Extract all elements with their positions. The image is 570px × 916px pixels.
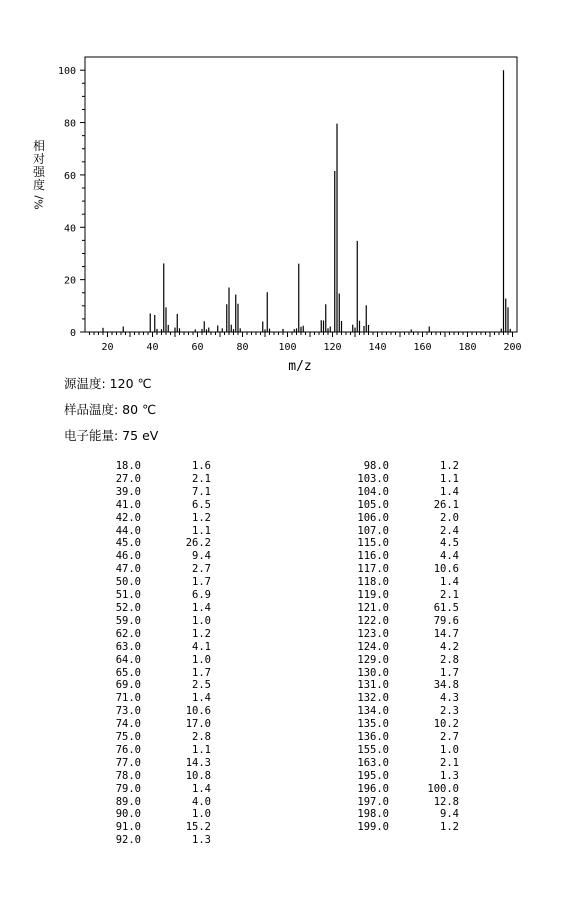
table-row (84, 550, 211, 563)
intensity-value: 1.3 (440, 769, 459, 782)
mz-value: 105.0 (357, 498, 389, 511)
table-row (332, 821, 459, 834)
table-row (84, 834, 211, 847)
table-row (84, 796, 211, 809)
x-tick-label: 100 (278, 342, 297, 353)
table-row (332, 808, 459, 821)
table-row (84, 473, 211, 486)
intensity-value: 26.2 (185, 537, 211, 550)
mz-value: 92.0 (115, 834, 141, 847)
table-row (332, 757, 459, 770)
intensity-value: 1.2 (192, 511, 211, 524)
intensity-value: 1.2 (192, 627, 211, 640)
x-tick-label: 180 (458, 342, 477, 353)
intensity-value: 26.1 (433, 498, 459, 511)
mz-value: 89.0 (115, 795, 141, 808)
intensity-value: 79.6 (433, 614, 459, 627)
intensity-value: 34.8 (433, 679, 459, 692)
intensity-value: 61.5 (433, 601, 459, 614)
mz-value: 91.0 (115, 821, 141, 834)
y-tick-label: 100 (57, 66, 76, 78)
intensity-value: 14.7 (433, 627, 459, 640)
y-tick-label: 60 (63, 170, 76, 182)
x-tick-label: 20 (101, 342, 114, 353)
x-tick-label: 200 (503, 342, 522, 353)
mz-value: 51.0 (115, 589, 141, 602)
table-row (84, 718, 211, 731)
intensity-value: 4.3 (440, 692, 459, 705)
mz-value: 79.0 (115, 782, 141, 795)
mz-value: 50.0 (115, 576, 141, 589)
mz-value: 119.0 (357, 589, 389, 602)
table-row (84, 705, 211, 718)
mz-value: 44.0 (115, 524, 141, 537)
intensity-value: 10.6 (185, 705, 211, 718)
table-row (84, 576, 211, 589)
mz-value: 62.0 (115, 627, 141, 640)
intensity-value: 4.4 (440, 550, 459, 563)
table-row (332, 628, 459, 641)
table-row (332, 667, 459, 680)
table-row (84, 731, 211, 744)
mz-value: 104.0 (357, 485, 389, 498)
table-row (84, 770, 211, 783)
table-row (332, 705, 459, 718)
table-row (332, 731, 459, 744)
mz-value: 124.0 (357, 640, 389, 653)
intensity-value: 1.0 (192, 614, 211, 627)
mz-value: 39.0 (115, 485, 141, 498)
mz-value: 64.0 (115, 653, 141, 666)
intensity-value: 15.2 (185, 821, 211, 834)
table-row (332, 589, 459, 602)
y-label-char: 度 (32, 178, 45, 192)
table-row (332, 486, 459, 499)
table-row (84, 808, 211, 821)
mz-value: 98.0 (363, 460, 389, 472)
table-row (84, 679, 211, 692)
electron-energy: 电子能量: 75 eV (64, 428, 159, 443)
mz-value: 90.0 (115, 808, 141, 821)
table-row (332, 499, 459, 512)
mz-value: 65.0 (115, 666, 141, 679)
table-row (332, 602, 459, 615)
intensity-value: 2.7 (192, 563, 211, 576)
table-row (84, 602, 211, 615)
intensity-value: 17.0 (185, 718, 211, 731)
y-label-unit: %/ (32, 195, 46, 210)
table-row (84, 641, 211, 654)
y-label-char: 强 (32, 165, 45, 179)
intensity-value: 14.3 (185, 756, 211, 769)
intensity-value: 7.1 (192, 485, 211, 498)
table-row (84, 692, 211, 705)
table-row (332, 615, 459, 628)
x-tick-label: 40 (146, 342, 159, 353)
mz-value: 75.0 (115, 731, 141, 744)
table-row (332, 460, 459, 473)
intensity-value: 1.2 (440, 821, 459, 834)
x-tick-label: 120 (323, 342, 342, 353)
intensity-value: 2.1 (440, 756, 459, 769)
mz-value: 136.0 (357, 731, 389, 744)
mz-value: 74.0 (115, 718, 141, 731)
mz-value: 197.0 (357, 795, 389, 808)
mz-value: 46.0 (115, 550, 141, 563)
table-row (332, 641, 459, 654)
mz-value: 131.0 (357, 679, 389, 692)
mz-value: 118.0 (357, 576, 389, 589)
mz-value: 59.0 (115, 614, 141, 627)
mz-value: 42.0 (115, 511, 141, 524)
table-row (84, 654, 211, 667)
intensity-value: 1.1 (440, 472, 459, 485)
intensity-value: 6.9 (192, 589, 211, 602)
peak-table-left (84, 460, 211, 847)
intensity-value: 1.1 (192, 743, 211, 756)
intensity-value: 10.8 (185, 769, 211, 782)
mz-value: 132.0 (357, 692, 389, 705)
intensity-value: 1.7 (192, 576, 211, 589)
intensity-value: 2.7 (440, 731, 459, 744)
intensity-value: 2.5 (192, 679, 211, 692)
mz-value: 18.0 (115, 460, 141, 472)
mz-value: 129.0 (357, 653, 389, 666)
axis-ticks (58, 66, 522, 353)
y-tick-label: 0 (69, 328, 76, 339)
mz-value: 78.0 (115, 769, 141, 782)
intensity-value: 2.3 (440, 705, 459, 718)
plot-frame (85, 57, 517, 332)
intensity-value: 4.2 (440, 640, 459, 653)
mz-value: 123.0 (357, 627, 389, 640)
x-tick-label: 80 (236, 342, 249, 353)
table-row (84, 821, 211, 834)
y-label-char: 相 (32, 139, 45, 153)
mz-value: 106.0 (357, 511, 389, 524)
intensity-value: 1.1 (192, 524, 211, 537)
table-row (84, 628, 211, 641)
mz-value: 155.0 (357, 743, 389, 756)
spectrum-bars (103, 70, 510, 332)
sample-temperature: 样品温度: 80 ℃ (64, 402, 157, 417)
intensity-value: 6.5 (192, 498, 211, 511)
intensity-value: 1.7 (440, 666, 459, 679)
intensity-value: 1.0 (440, 743, 459, 756)
intensity-value: 9.4 (192, 550, 211, 563)
mz-value: 198.0 (357, 808, 389, 821)
mz-value: 196.0 (357, 782, 389, 795)
mz-value: 41.0 (115, 498, 141, 511)
mz-value: 71.0 (115, 692, 141, 705)
table-row (332, 783, 459, 796)
mz-value: 77.0 (115, 756, 141, 769)
table-row (84, 615, 211, 628)
table-row (332, 563, 459, 576)
intensity-value: 1.4 (192, 692, 211, 705)
mz-value: 130.0 (357, 666, 389, 679)
table-row (84, 744, 211, 757)
intensity-value: 1.6 (192, 460, 211, 472)
mz-value: 135.0 (357, 718, 389, 731)
mz-value: 116.0 (357, 550, 389, 563)
source-temperature: 源温度: 120 ℃ (64, 376, 152, 391)
table-row (332, 718, 459, 731)
intensity-value: 12.8 (433, 795, 459, 808)
intensity-value: 2.1 (440, 589, 459, 602)
x-tick-label: 60 (191, 342, 204, 353)
table-row (332, 550, 459, 563)
mz-value: 27.0 (115, 472, 141, 485)
intensity-value: 1.0 (192, 808, 211, 821)
table-row (332, 512, 459, 525)
table-row (84, 563, 211, 576)
table-row (84, 667, 211, 680)
intensity-value: 4.0 (192, 795, 211, 808)
mz-value: 121.0 (357, 601, 389, 614)
intensity-value: 1.2 (440, 460, 459, 472)
intensity-value: 4.1 (192, 640, 211, 653)
table-row (84, 537, 211, 550)
mz-value: 107.0 (357, 524, 389, 537)
table-row (332, 525, 459, 538)
intensity-value: 10.6 (433, 563, 459, 576)
mz-value: 47.0 (115, 563, 141, 576)
mz-value: 163.0 (357, 756, 389, 769)
intensity-value: 2.8 (192, 731, 211, 744)
intensity-value: 1.7 (192, 666, 211, 679)
mz-value: 199.0 (357, 821, 389, 834)
table-row (332, 654, 459, 667)
table-row (84, 460, 211, 473)
mz-value: 69.0 (115, 679, 141, 692)
intensity-value: 1.4 (440, 576, 459, 589)
table-row (332, 473, 459, 486)
intensity-value: 2.1 (192, 472, 211, 485)
mz-value: 52.0 (115, 601, 141, 614)
mz-value: 195.0 (357, 769, 389, 782)
x-tick-label: 140 (368, 342, 387, 353)
intensity-value: 2.0 (440, 511, 459, 524)
intensity-value: 1.4 (192, 782, 211, 795)
intensity-value: 1.4 (192, 601, 211, 614)
intensity-value: 1.3 (192, 834, 211, 847)
table-row (84, 783, 211, 796)
mz-value: 103.0 (357, 472, 389, 485)
table-row (332, 744, 459, 757)
intensity-value: 2.4 (440, 524, 459, 537)
intensity-value: 100.0 (427, 782, 459, 795)
table-row (332, 576, 459, 589)
table-row (84, 486, 211, 499)
intensity-value: 4.5 (440, 537, 459, 550)
table-row (332, 692, 459, 705)
x-axis-label: m/z (288, 359, 312, 374)
y-tick-label: 80 (63, 118, 76, 130)
mz-value: 73.0 (115, 705, 141, 718)
y-label-char: 对 (32, 152, 45, 166)
intensity-value: 1.0 (192, 653, 211, 666)
intensity-value: 2.8 (440, 653, 459, 666)
intensity-value: 9.4 (440, 808, 459, 821)
intensity-value: 1.4 (440, 485, 459, 498)
y-tick-label: 40 (63, 223, 76, 235)
table-row (84, 525, 211, 538)
mz-value: 45.0 (115, 537, 141, 550)
table-row (332, 537, 459, 550)
mz-value: 134.0 (357, 705, 389, 718)
table-row (332, 770, 459, 783)
y-axis-label (28, 140, 50, 209)
mz-value: 115.0 (357, 537, 389, 550)
peak-table-right (332, 460, 459, 834)
table-row (84, 499, 211, 512)
table-row (332, 679, 459, 692)
table-row (84, 757, 211, 770)
table-row (332, 796, 459, 809)
mz-value: 76.0 (115, 743, 141, 756)
mz-value: 122.0 (357, 614, 389, 627)
mz-value: 117.0 (357, 563, 389, 576)
mz-value: 63.0 (115, 640, 141, 653)
x-tick-label: 160 (413, 342, 432, 353)
y-tick-label: 20 (63, 275, 76, 287)
intensity-value: 10.2 (433, 718, 459, 731)
table-row (84, 512, 211, 525)
table-row (84, 589, 211, 602)
mass-spectrum-chart (0, 0, 570, 380)
